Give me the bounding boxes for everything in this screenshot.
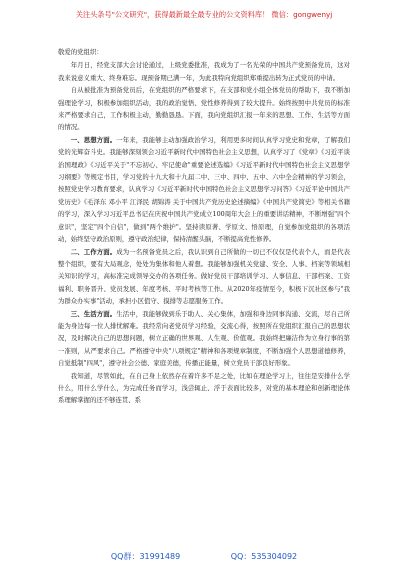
paragraph-6 [58,370,350,407]
paragraph-3 [58,134,350,246]
paragraph-5 [58,308,350,370]
paragraph-4 [58,246,350,308]
paragraph-2-text: 自从被批准为预备党员后，在党组织的严格要求下，在支部和党小组全体党员的帮助下，我不断加强理论学习，积极参加组织活动，我的政治觉悟、党性修养得到了较大提升。始终按照中共党员的标准来严格要求自己，工作积极主动，勤勤恳恳。下面，我向党组织汇报一年来的思想、工作、生活等方面的情况。 [58,86,350,132]
paragraph-1 [58,59,350,84]
paragraph-2 [58,84,350,134]
paragraph-1-text: 年月日，经党支部大会讨论通过，上级党委批准，我成为了一名光荣的中国共产党预备党员，这对我来说意义重大、终身难忘。现预备期已满一年，为此我特向党组织郑重提出转为正式党员的申请。 [58,61,350,82]
paragraph-4-heading: 二、工作方面。 [70,247,117,256]
qq-label: QQ：535304092 [230,552,298,561]
qq-group-label: QQ群：31991489 [110,552,181,561]
top-banner: 关注头条号"公文研究"，获得最新最全最专业的公文资料库！ 微信：gongwenyj [75,10,333,19]
paragraph-3-heading: 一、思想方面。 [70,135,117,144]
document-body [58,46,350,407]
paragraph-4-text: 成为一名预备党员之后，我认识到自己所做的一切已不仅仅是代表个人，而是代表整个组织，要有大局观念，处处为集体和他人着想。我能够加强机关党建、安全、人事、档案等领域相关知识的学习，高标准完成领导交办的各项任务。做好党员干部培训学习、人事信息、干部档案、工资福利、职务晋升、党员发展、年度考核、平时考核等工作。从2020年疫情至今，积极下沉社区参与"我为群众办实事"活动，承担小区值守、摸排等志愿服务工作。 [58,247,350,306]
salutation: 敬爱的党组织： [58,48,103,56]
paragraph-5-heading: 三、生活方面。 [70,309,117,318]
paragraph-6-text: 我知道，尽管如此，在自己身上依然存在着许多不足之处，比如在理论学习上，往往是安排什么学什么，用什么学什么，为完成任务而学习，浅尝辄止、浮于表面比较多，对党的基本理论和创新理论体系理解掌握的还不够连贯、系 [58,371,350,405]
footer-contact [0,551,408,562]
paragraph-3-text: 一年来，我能够主动加强政治学习，利用更多时间认真学习党史和党章，了解我们党的光辉奋斗史。我能够深刻领会习近平新时代中国特色社会主义思想，认真学习了《党章》《习近平谈治国理政》《习近平关于"不忘初心、牢记使命"重要论述选编》《习近平新时代中国特色社会主义思想学习纲要》等规定书目，学习党的十九大和十九届二中、三中、四中、五中、六中全会精神的学习领会，按照党史学习教育要求，认真学习《习近平新时代中国特色社会主义思想学习问答》《习近平论中国共产党历史》《毛泽东 邓小平 江泽民 胡锦涛 关于中国共产党历史论述摘编》《中国共产党简史》等相关书籍的学习，深入学习习近平总书记在庆祝中国共产党成立100周年大会上的重要讲话精神，不断增强"四个意识"，坚定"四个自信"，做到"两个维护"。坚持读原著、学原文、悟原理，自觉参加党组织的各项活动，始终坚守政治原则，遵守政治纪律，保持清醒头脑，不断提高党性修养。 [58,135,350,244]
paragraph-5-text: 生活中，我能够做到乐于助人、关心集体，加强和身边同事沟通、交流，尽自己所能为身边每一位人排忧解难。我经常向老党员学习经验，交流心得，按照所在党组织汇报自己的思想状况，及时解决自己的思想问题，树立正确的世界观、人生观、价值观。我始终把廉洁作为立身行事的第一准则，从严要求自己。严格遵守中央"八项规定"精神和各项规章制度，不断加强个人思想道德修养，自觉抵制"四风"，遵守社会公德、家庭美德，传播正能量，树立党员干部良好形象。 [58,309,350,368]
